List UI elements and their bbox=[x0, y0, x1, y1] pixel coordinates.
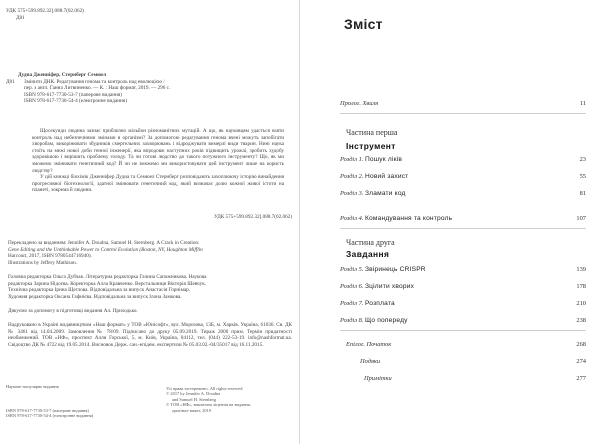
chapter-title: Зламати код bbox=[364, 190, 406, 197]
thanks-line: Дякуємо за допомогу в підготовці видання Ал. Приходько. bbox=[8, 308, 138, 314]
rights-line: © ТОВ «НФ», виключна ліцензія на видання, bbox=[166, 402, 251, 408]
bbk-code-side: Д81 bbox=[6, 78, 15, 85]
udk-repeat: УДК 575+599.892.32].088.7(02.062) bbox=[214, 214, 292, 220]
toc-entry-label: Примітки bbox=[364, 375, 392, 382]
isbn-ebook-bottom: ISBN 978-617-7730-54-4 (електронне видання) bbox=[6, 413, 94, 419]
udk-header bbox=[6, 8, 84, 21]
translation-line: Harcourt, 2017, ISBN 9780544716940). bbox=[8, 253, 92, 260]
chapter-number: Розділ 5. bbox=[340, 266, 365, 273]
chapter-title: Командування та контроль bbox=[364, 215, 453, 222]
rights-line: Усі права застережено. All rights reserved bbox=[166, 386, 243, 391]
part-two-heading: Частина друга bbox=[346, 238, 395, 247]
chapter-number: Розділ 1. bbox=[340, 156, 365, 163]
toc-entry-label: Пролог. Хвиля bbox=[340, 100, 379, 107]
book-spine bbox=[299, 0, 300, 444]
biblio-line: Змінити ДНК. Редагування генома та контроль над еволюцією / bbox=[24, 78, 165, 85]
editorial-credits bbox=[8, 274, 292, 300]
isbn-print: ISBN 978-617-7730-53-7 (паперове видання) bbox=[24, 91, 122, 98]
toc-entry-page: 268 bbox=[576, 341, 586, 348]
translation-source bbox=[8, 240, 292, 266]
biblio-line: пер. з англ. Ганна Литвиненко. — К. : Наш формат, 2019. — 296 с. bbox=[24, 85, 171, 92]
bottom-isbn bbox=[6, 408, 93, 419]
annotation-paragraph: У цій книжці біохімік Дженніфер Дудна та Семюел Стернберг розповідають захоплюючу історію винайдення прогресивної біотехнології, здатної змінювати генетичний код, який визначає долю кожної живої істоти на планеті, зокрема й людини. bbox=[32, 174, 284, 194]
toc-title: Зміст bbox=[344, 16, 383, 32]
toc-entry-page: 210 bbox=[576, 300, 586, 307]
toc-entry-page: 81 bbox=[579, 190, 586, 197]
toc-entry-label: Подяки bbox=[360, 358, 381, 365]
editor-line: Головна редакторка Ольга Дубчак. Літературна редакторка Галина Сапожникова. Наукова bbox=[8, 274, 207, 280]
toc-entry-page: 107 bbox=[576, 215, 586, 222]
chapter-number: Розділ 4. bbox=[340, 215, 365, 222]
toc-entry-page: 11 bbox=[579, 100, 586, 107]
copyright-notice bbox=[166, 386, 296, 413]
toc-entry-page: 23 bbox=[579, 156, 586, 163]
genre-note bbox=[6, 384, 59, 389]
rights-line: оригінал-макет, 2019 bbox=[172, 407, 211, 413]
chapter-title: Зцілити хворих bbox=[364, 283, 415, 290]
chapter-title: Що попереду bbox=[364, 317, 408, 324]
toc-entry-page: 55 bbox=[579, 173, 586, 180]
bbk-code: Д81 bbox=[16, 14, 25, 21]
part-two-name: Завдання bbox=[346, 249, 390, 259]
divider bbox=[340, 330, 586, 331]
editor-line: Технічна редакторка Ірина Щеглова. Відповідальна за випуск Анастасія Горнімар. bbox=[8, 287, 191, 294]
isbn-ebook: ISBN 978-617-7730-54-4 (електронне видання) bbox=[24, 98, 127, 105]
part-one-name: Інструмент bbox=[346, 141, 396, 151]
bibliographic-record bbox=[6, 72, 288, 105]
chapter-title: Новий захист bbox=[364, 173, 409, 180]
divider bbox=[340, 228, 586, 229]
toc-entry-page: 238 bbox=[576, 317, 586, 324]
editor-line: редакторка Зарина Нідоєва. Коректорка Алла Кравченко. Верстальниця Вікторія Шевчук. bbox=[8, 280, 207, 287]
toc-entry-page: 274 bbox=[576, 358, 586, 365]
toc-entry-page: 277 bbox=[576, 375, 586, 382]
part-one-heading: Частина перша bbox=[346, 128, 398, 137]
chapter-number: Розділ 8. bbox=[340, 317, 365, 324]
toc-entry-page: 178 bbox=[576, 283, 586, 290]
chapter-number: Розділ 6. bbox=[340, 283, 365, 290]
chapter-number: Розділ 7. bbox=[340, 300, 365, 307]
author-line: Дудна Дженніфер, Стернберг Семюел bbox=[18, 72, 107, 78]
annotation bbox=[32, 128, 284, 194]
chapter-number: Розділ 3. bbox=[340, 190, 365, 197]
translation-line: Перекладено за виданням: Jennifer A. Doudna, Samuel H. Sternberg. A Crack in Creation: bbox=[8, 240, 200, 246]
print-info: Надруковано в Україні видавництвом «Наш формат» у ТОВ «Юнісофт», вул. Морозова, 13Б, м. Харків. Україна, 61036. Св. ДК № 3461 від 14.04.2009. Замовлення № 78/09. Підписано до друку 05.09.2019. Тираж 2000 прим. Термін придатності необмежений. ТОВ «НФ», проспект Алли Горської, 5, м. Київ, Україна, 04112, тел. (044) 222-53-19. info@nashformat.ua. Свідоцтво ДК № 4722 від 19.05.2014. Висновок Держ. сан.-епідем. експертизи № 05.03.02.-04/35017 від 16.11.2015. bbox=[8, 322, 292, 348]
illustrations-credit: Illustrations by Jeffery Mathison. bbox=[8, 259, 78, 266]
rights-line: © 2017 by Jennifer A. Doudna bbox=[166, 391, 221, 397]
annotation-paragraph: Щосекунди людина зазнає приблизно мільйон різноманітних мутацій. А що, як науковцям удасться взяти контроль над небезпечними змінами в організмі? За допомогою редагування генома вчені можуть запобігати хворобам, викорінювати збудників смертельних захворювань і відроджувати вимерлі види тварин. Нині наука стоїть на межі нової доби генної інженерії, яка впродовж наступних років підвищить урожаї, зробить худобу здоровішою і вирішить проблему голоду. Та чи готові людство до такого потужного інструменту? Що, як ми зможемо змінювати генетичний код? Й чи не зможемо ми використовувати цей інструмент лише на користь людству? bbox=[32, 128, 284, 174]
divider bbox=[340, 113, 586, 114]
genre-label: Наукове-популярне видання bbox=[6, 384, 59, 389]
chapter-number: Розділ 2. bbox=[340, 173, 365, 180]
toc-entry-label: Епілог. Початок bbox=[346, 341, 392, 348]
translation-line: Gene Editing and the Unthinkable Power to Control Evolution (Boston, NY, Houghton Mifflin bbox=[8, 246, 203, 253]
rights-line: and Samuel H. Sternberg bbox=[172, 396, 217, 402]
udk-code: УДК 575+599.892.32].088.7(02.062) bbox=[6, 8, 84, 14]
chapter-title: Пошук ліків bbox=[364, 156, 403, 163]
chapter-title: Розплата bbox=[364, 300, 395, 307]
toc-entry-page: 139 bbox=[576, 266, 586, 273]
editor-line: Художня редакторка Оксана Гафнієва. Відповідальна за випуск Ілона Замкова. bbox=[8, 293, 182, 300]
chapter-title: Звіринець CRISPR bbox=[364, 266, 426, 273]
isbn-print-bottom: ISBN 978-617-7730-53-7 (паперове видання) bbox=[6, 408, 89, 413]
